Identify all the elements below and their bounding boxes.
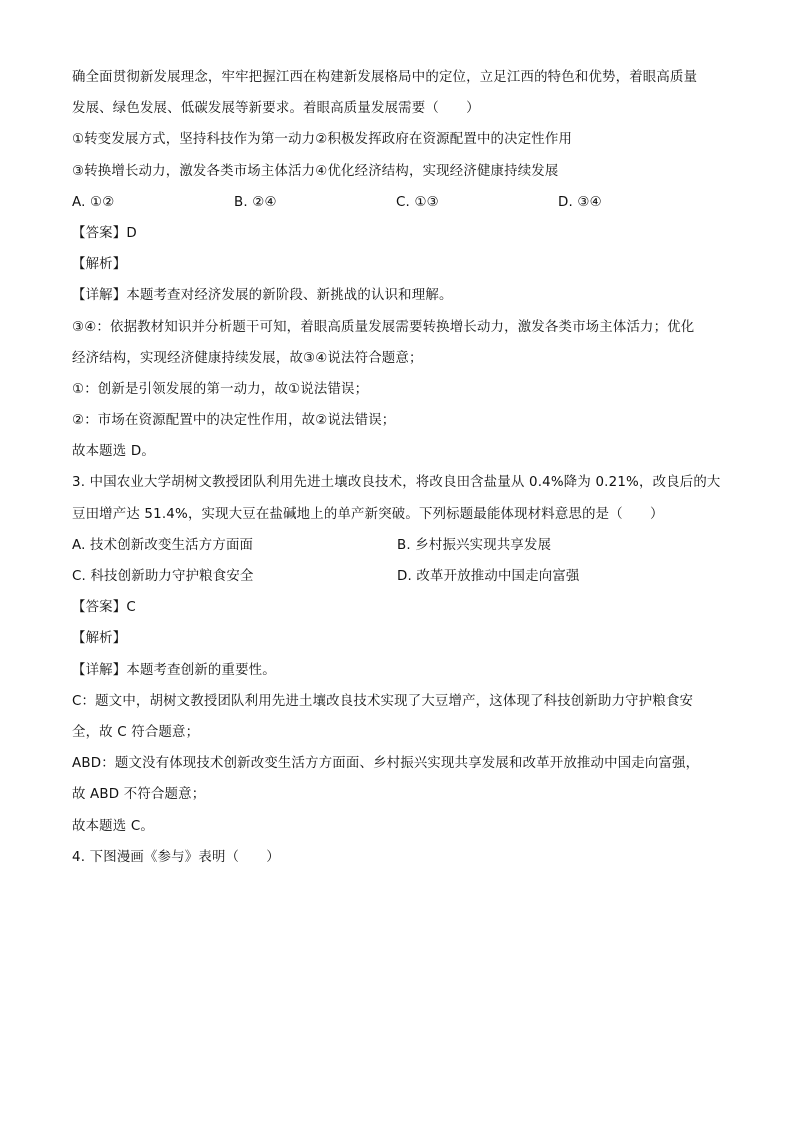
q3-options-row1	[72, 530, 732, 561]
q3-conclusion: 故本题选 C。	[72, 818, 154, 834]
q3-option-c: C. 科技创新助力守护粮食安全	[72, 569, 254, 584]
q4-stem: 4. 下图漫画《参与》表明（ ）	[72, 849, 280, 865]
q2-statements-line1: ①转变发展方式，坚持科技作为第一动力②积极发挥政府在资源配置中的决定性作用	[72, 132, 573, 148]
q3-answer: 【答案】C	[72, 600, 136, 616]
q3-detail: 【详解】本题考查创新的重要性。	[72, 662, 276, 678]
q2-statements-line2: ③转换增长动力，激发各类市场主体活力④优化经济结构，实现经济健康持续发展	[72, 163, 559, 179]
q2-option-d: D. ③④	[558, 194, 602, 210]
q3-explanation-1-line1: C：题文中，胡树文教授团队利用先进土壤改良技术实现了大豆增产，这体现了科技创新助力守护粮食安	[72, 693, 694, 709]
q2-analysis-label: 【解析】	[72, 257, 127, 273]
q2-option-b: B. ②④	[234, 194, 277, 210]
q3-explanation-2-line2: 故 ABD 不符合题意；	[72, 787, 206, 803]
q3-explanation-1-line2: 全，故 C 符合题意；	[72, 724, 200, 740]
q2-option-c: C. ①③	[396, 194, 439, 210]
q2-answer: 【答案】D	[72, 225, 137, 241]
q3-explanation-2-line1: ABD：题文没有体现技术创新改变生活方方面面、乡村振兴实现共享发展和改革开放推动中国走向富强，	[72, 756, 700, 772]
q2-explanation-1-line1: ③④：依据教材知识并分析题干可知，着眼高质量发展需要转换增长动力，激发各类市场主体活力；优化	[72, 319, 695, 335]
q2-explanation-2: ①：创新是引领发展的第一动力，故①说法错误；	[72, 381, 369, 397]
q3-stem-line1: 3. 中国农业大学胡树文教授团队利用先进土壤改良技术，将改良田含盐量从 0.4%降为 0.21%，改良后的大	[72, 475, 721, 491]
q3-stem-line2: 豆田增产达 51.4%，实现大豆在盐碱地上的单产新突破。下列标题最能体现材料意思的是（ ）	[72, 506, 664, 522]
q2-explanation-3: ②：市场在资源配置中的决定性作用，故②说法错误；	[72, 413, 396, 429]
q2-conclusion: 故本题选 D。	[72, 444, 155, 460]
q2-option-a: A. ①②	[72, 194, 115, 210]
document-page	[72, 62, 732, 873]
q2-explanation-1-line2: 经济结构，实现经济健康持续发展，故③④说法符合题意；	[72, 350, 423, 366]
q2-detail: 【详解】本题考查对经济发展的新阶段、新挑战的认识和理解。	[72, 288, 453, 304]
q3-option-d: D. 改革开放推动中国走向富强	[397, 569, 580, 584]
q2-stem-line1: 确全面贯彻新发展理念，牢牢把握江西在构建新发展格局中的定位，立足江西的特色和优势，着眼高质量	[72, 70, 698, 85]
q3-option-b: B. 乡村振兴实现共享发展	[397, 537, 552, 553]
q3-analysis-label: 【解析】	[72, 631, 127, 647]
q2-stem-line2: 发展、绿色发展、低碳发展等新要求。着眼高质量发展需要（ ）	[72, 101, 480, 117]
q3-options-row2	[72, 561, 732, 592]
q3-option-a: A. 技术创新改变生活方方面面	[72, 537, 254, 553]
q2-options	[72, 187, 732, 218]
